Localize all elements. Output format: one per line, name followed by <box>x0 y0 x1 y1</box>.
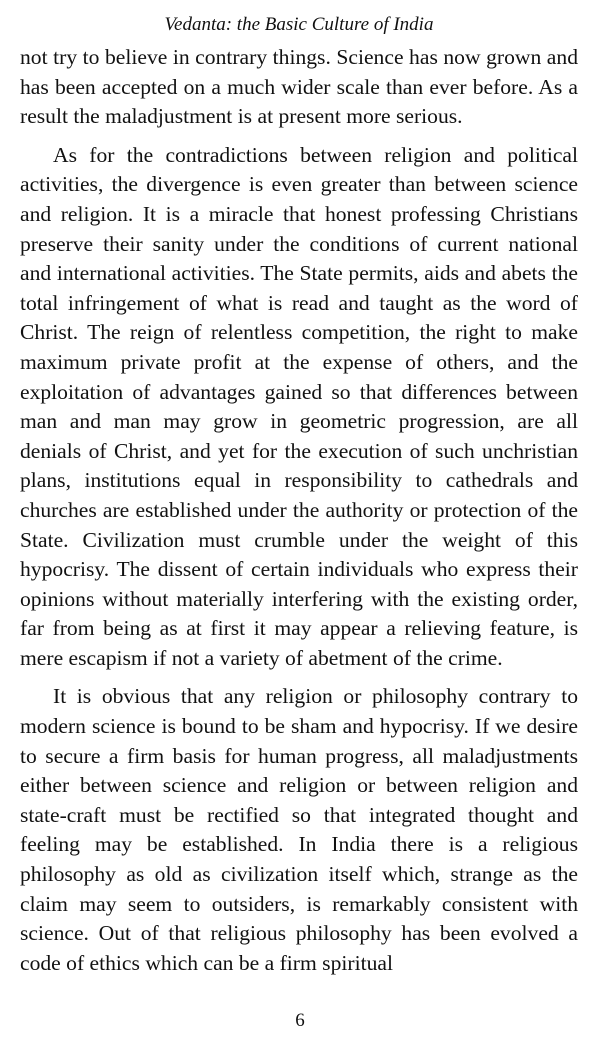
running-head: Vedanta: the Basic Culture of India <box>164 14 434 35</box>
paragraph-2: As for the contradictions between religion and political activities, the divergence is even greater than between science and religion. It is a miracle that honest professing Christians preserve their sanity under the conditions of current national and international activities. The State permits, aids and abets the total infringement of what is read and taught as the word of Christ. The reign of relentless competition, the right to make maximum private profit at the expense of others, and the exploitation of advantages gained so that differences between man and man may grow in geometric progression, are all denials of Christ, and yet for the execution of such unchristian plans, institutions equal in responsibility to cathedrals and churches are established under the authority or protection of the State. Civilization must crumble under the weight of this hypocrisy. The dissent of certain individuals who express their opinions without materially interfering with the existing order, far from being as at first it may appear a relieving feature, is mere escapism if not a variety of abetment of the crime. <box>20 142 578 670</box>
paragraph-3: It is obvious that any religion or philosophy contrary to modern science is bound to be sham and hypocrisy. If we desire to secure a firm basis for human progress, all maladjustments either between science and religion or between religion and state-craft must be rectified so that integrated thought and feeling may be established. In India there is a religious philosophy as old as civilization itself which, strange as the claim may seem to outsiders, is remarkably consistent with science. Out of that religious philosophy has been evolved a code of ethics which can be a firm spiritual <box>20 684 578 975</box>
body-text <box>20 43 578 978</box>
paragraph-1: not try to believe in contrary things. Science has now grown and has been accepted on a much wider scale than ever before. As a result the maladjustment is at present more serious. <box>20 45 578 129</box>
book-page <box>20 14 578 978</box>
page-number: 6 <box>295 1010 305 1031</box>
